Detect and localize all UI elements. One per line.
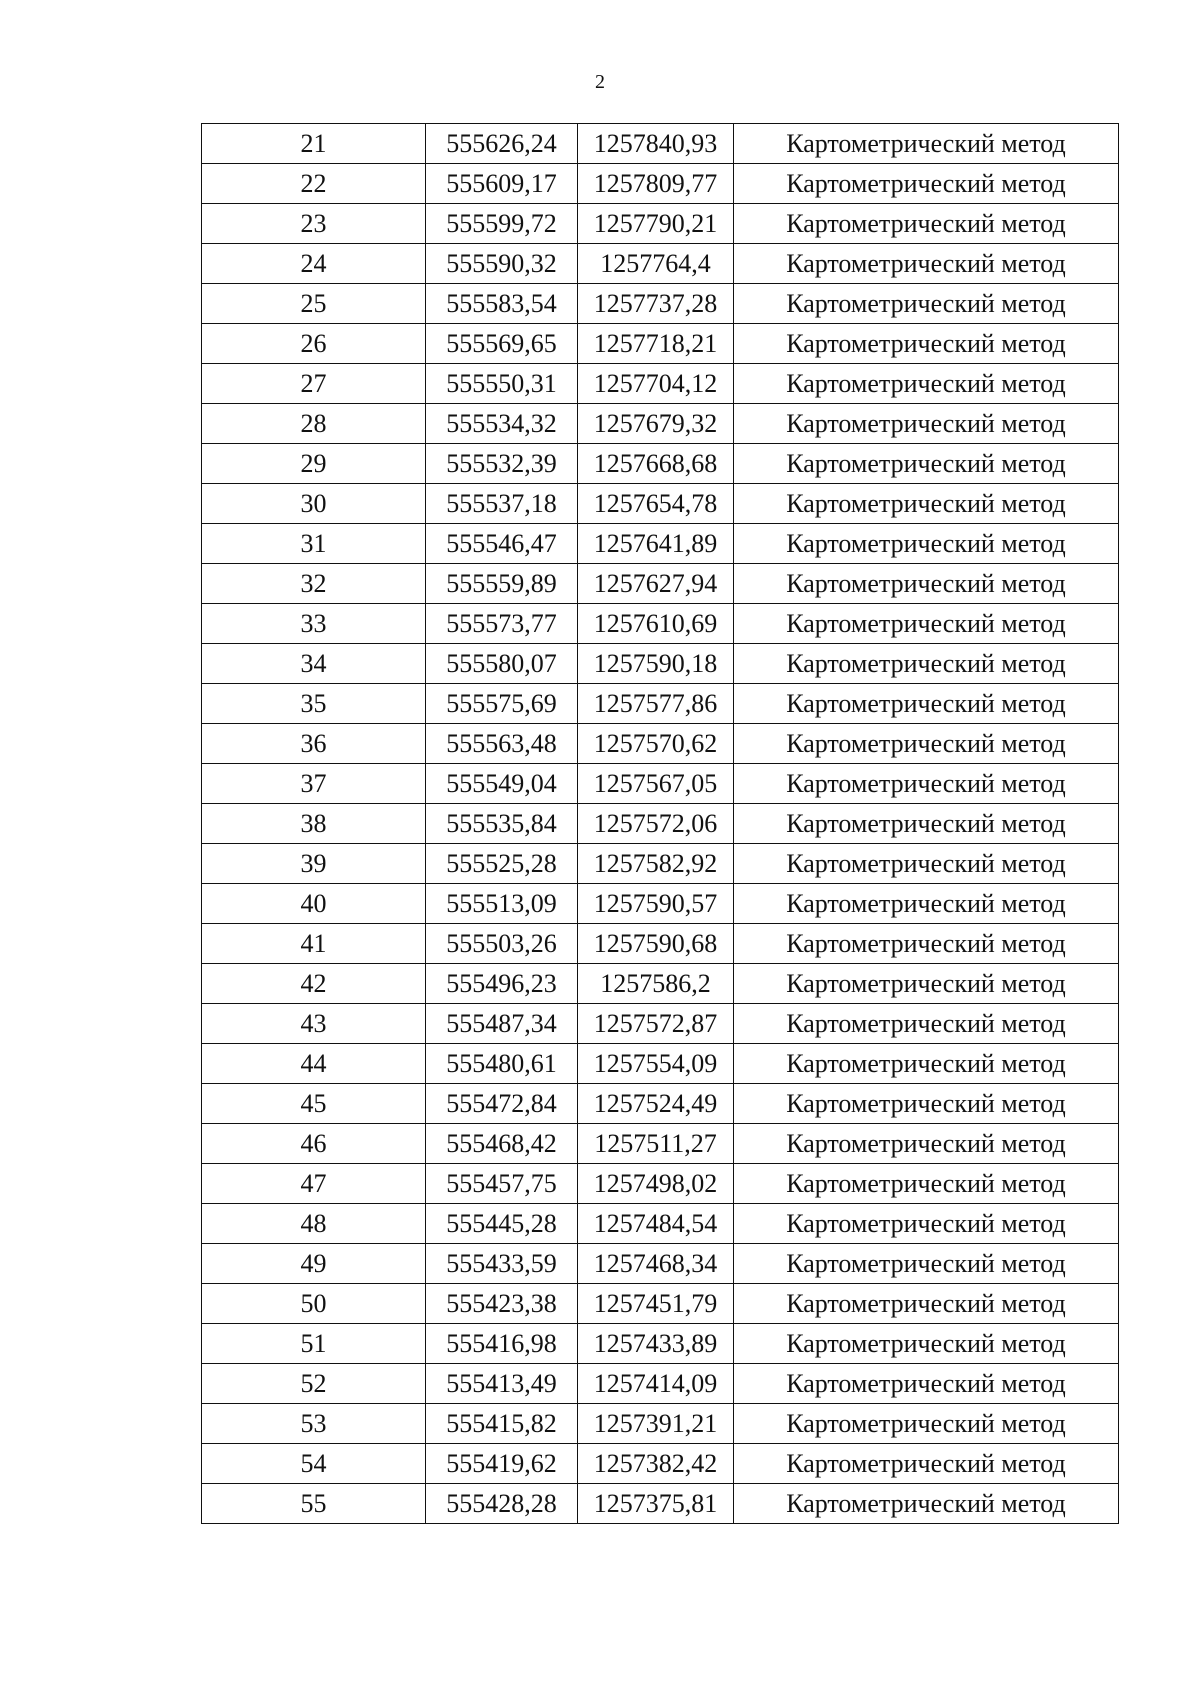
- y-coordinate-cell: 1257375,81: [578, 1484, 734, 1524]
- method-cell: Картометрический метод: [734, 1484, 1119, 1524]
- method-cell: Картометрический метод: [734, 924, 1119, 964]
- table-row: [202, 644, 1119, 684]
- table-row: [202, 404, 1119, 444]
- point-number-cell: 21: [202, 124, 426, 164]
- method-cell: Картометрический метод: [734, 1044, 1119, 1084]
- method-cell: Картометрический метод: [734, 1444, 1119, 1484]
- y-coordinate-cell: 1257433,89: [578, 1324, 734, 1364]
- method-cell: Картометрический метод: [734, 444, 1119, 484]
- x-coordinate-cell: 555559,89: [426, 564, 578, 604]
- point-number-cell: 41: [202, 924, 426, 964]
- x-coordinate-cell: 555563,48: [426, 724, 578, 764]
- point-number-cell: 32: [202, 564, 426, 604]
- point-number-cell: 42: [202, 964, 426, 1004]
- method-cell: Картометрический метод: [734, 724, 1119, 764]
- method-cell: Картометрический метод: [734, 164, 1119, 204]
- method-cell: Картометрический метод: [734, 404, 1119, 444]
- point-number-cell: 31: [202, 524, 426, 564]
- x-coordinate-cell: 555525,28: [426, 844, 578, 884]
- y-coordinate-cell: 1257610,69: [578, 604, 734, 644]
- x-coordinate-cell: 555496,23: [426, 964, 578, 1004]
- y-coordinate-cell: 1257382,42: [578, 1444, 734, 1484]
- x-coordinate-cell: 555416,98: [426, 1324, 578, 1364]
- table-row: [202, 604, 1119, 644]
- x-coordinate-cell: 555513,09: [426, 884, 578, 924]
- y-coordinate-cell: 1257704,12: [578, 364, 734, 404]
- method-cell: Картометрический метод: [734, 764, 1119, 804]
- point-number-cell: 30: [202, 484, 426, 524]
- table-row: [202, 684, 1119, 724]
- method-cell: Картометрический метод: [734, 1084, 1119, 1124]
- y-coordinate-cell: 1257498,02: [578, 1164, 734, 1204]
- method-cell: Картометрический метод: [734, 1164, 1119, 1204]
- x-coordinate-cell: 555415,82: [426, 1404, 578, 1444]
- point-number-cell: 55: [202, 1484, 426, 1524]
- y-coordinate-cell: 1257654,78: [578, 484, 734, 524]
- point-number-cell: 53: [202, 1404, 426, 1444]
- point-number-cell: 40: [202, 884, 426, 924]
- table-row: [202, 444, 1119, 484]
- point-number-cell: 46: [202, 1124, 426, 1164]
- y-coordinate-cell: 1257679,32: [578, 404, 734, 444]
- x-coordinate-cell: 555546,47: [426, 524, 578, 564]
- coordinates-table: [201, 123, 1119, 1524]
- method-cell: Картометрический метод: [734, 124, 1119, 164]
- x-coordinate-cell: 555413,49: [426, 1364, 578, 1404]
- point-number-cell: 54: [202, 1444, 426, 1484]
- y-coordinate-cell: 1257718,21: [578, 324, 734, 364]
- table-row: [202, 284, 1119, 324]
- x-coordinate-cell: 555472,84: [426, 1084, 578, 1124]
- table-row: [202, 1084, 1119, 1124]
- table-row: [202, 964, 1119, 1004]
- point-number-cell: 38: [202, 804, 426, 844]
- x-coordinate-cell: 555599,72: [426, 204, 578, 244]
- y-coordinate-cell: 1257590,68: [578, 924, 734, 964]
- x-coordinate-cell: 555549,04: [426, 764, 578, 804]
- table-row: [202, 844, 1119, 884]
- table-row: [202, 1204, 1119, 1244]
- y-coordinate-cell: 1257511,27: [578, 1124, 734, 1164]
- point-number-cell: 52: [202, 1364, 426, 1404]
- table-row: [202, 484, 1119, 524]
- table-row: [202, 364, 1119, 404]
- table-row: [202, 244, 1119, 284]
- x-coordinate-cell: 555423,38: [426, 1284, 578, 1324]
- x-coordinate-cell: 555569,65: [426, 324, 578, 364]
- x-coordinate-cell: 555535,84: [426, 804, 578, 844]
- x-coordinate-cell: 555534,32: [426, 404, 578, 444]
- method-cell: Картометрический метод: [734, 1404, 1119, 1444]
- table-row: [202, 564, 1119, 604]
- point-number-cell: 33: [202, 604, 426, 644]
- x-coordinate-cell: 555487,34: [426, 1004, 578, 1044]
- x-coordinate-cell: 555580,07: [426, 644, 578, 684]
- x-coordinate-cell: 555433,59: [426, 1244, 578, 1284]
- y-coordinate-cell: 1257641,89: [578, 524, 734, 564]
- x-coordinate-cell: 555419,62: [426, 1444, 578, 1484]
- table-row: [202, 1004, 1119, 1044]
- point-number-cell: 43: [202, 1004, 426, 1044]
- table-row: [202, 1244, 1119, 1284]
- method-cell: Картометрический метод: [734, 1204, 1119, 1244]
- point-number-cell: 25: [202, 284, 426, 324]
- method-cell: Картометрический метод: [734, 564, 1119, 604]
- x-coordinate-cell: 555609,17: [426, 164, 578, 204]
- x-coordinate-cell: 555626,24: [426, 124, 578, 164]
- x-coordinate-cell: 555503,26: [426, 924, 578, 964]
- page-number: 2: [595, 71, 605, 93]
- y-coordinate-cell: 1257577,86: [578, 684, 734, 724]
- method-cell: Картометрический метод: [734, 644, 1119, 684]
- y-coordinate-cell: 1257572,06: [578, 804, 734, 844]
- x-coordinate-cell: 555537,18: [426, 484, 578, 524]
- table-row: [202, 204, 1119, 244]
- point-number-cell: 37: [202, 764, 426, 804]
- point-number-cell: 39: [202, 844, 426, 884]
- point-number-cell: 28: [202, 404, 426, 444]
- method-cell: Картометрический метод: [734, 884, 1119, 924]
- y-coordinate-cell: 1257572,87: [578, 1004, 734, 1044]
- y-coordinate-cell: 1257414,09: [578, 1364, 734, 1404]
- method-cell: Картометрический метод: [734, 1004, 1119, 1044]
- table-row: [202, 1324, 1119, 1364]
- x-coordinate-cell: 555445,28: [426, 1204, 578, 1244]
- coordinates-table-body: [202, 124, 1119, 1524]
- y-coordinate-cell: 1257391,21: [578, 1404, 734, 1444]
- point-number-cell: 36: [202, 724, 426, 764]
- y-coordinate-cell: 1257524,49: [578, 1084, 734, 1124]
- y-coordinate-cell: 1257484,54: [578, 1204, 734, 1244]
- x-coordinate-cell: 555457,75: [426, 1164, 578, 1204]
- table-row: [202, 1164, 1119, 1204]
- x-coordinate-cell: 555590,32: [426, 244, 578, 284]
- method-cell: Картометрический метод: [734, 244, 1119, 284]
- x-coordinate-cell: 555468,42: [426, 1124, 578, 1164]
- x-coordinate-cell: 555480,61: [426, 1044, 578, 1084]
- x-coordinate-cell: 555550,31: [426, 364, 578, 404]
- y-coordinate-cell: 1257570,62: [578, 724, 734, 764]
- method-cell: Картометрический метод: [734, 1364, 1119, 1404]
- x-coordinate-cell: 555428,28: [426, 1484, 578, 1524]
- y-coordinate-cell: 1257567,05: [578, 764, 734, 804]
- y-coordinate-cell: 1257809,77: [578, 164, 734, 204]
- method-cell: Картометрический метод: [734, 1324, 1119, 1364]
- y-coordinate-cell: 1257590,57: [578, 884, 734, 924]
- method-cell: Картометрический метод: [734, 604, 1119, 644]
- table-row: [202, 884, 1119, 924]
- point-number-cell: 27: [202, 364, 426, 404]
- y-coordinate-cell: 1257451,79: [578, 1284, 734, 1324]
- table-row: [202, 804, 1119, 844]
- table-row: [202, 1444, 1119, 1484]
- table-row: [202, 1484, 1119, 1524]
- point-number-cell: 47: [202, 1164, 426, 1204]
- table-row: [202, 524, 1119, 564]
- point-number-cell: 22: [202, 164, 426, 204]
- table-row: [202, 164, 1119, 204]
- x-coordinate-cell: 555573,77: [426, 604, 578, 644]
- point-number-cell: 49: [202, 1244, 426, 1284]
- point-number-cell: 50: [202, 1284, 426, 1324]
- y-coordinate-cell: 1257764,4: [578, 244, 734, 284]
- y-coordinate-cell: 1257582,92: [578, 844, 734, 884]
- y-coordinate-cell: 1257737,28: [578, 284, 734, 324]
- method-cell: Картометрический метод: [734, 964, 1119, 1004]
- x-coordinate-cell: 555532,39: [426, 444, 578, 484]
- method-cell: Картометрический метод: [734, 1244, 1119, 1284]
- point-number-cell: 29: [202, 444, 426, 484]
- x-coordinate-cell: 555575,69: [426, 684, 578, 724]
- table-row: [202, 1124, 1119, 1164]
- method-cell: Картометрический метод: [734, 1284, 1119, 1324]
- y-coordinate-cell: 1257668,68: [578, 444, 734, 484]
- y-coordinate-cell: 1257586,2: [578, 964, 734, 1004]
- method-cell: Картометрический метод: [734, 524, 1119, 564]
- table-row: [202, 1404, 1119, 1444]
- y-coordinate-cell: 1257840,93: [578, 124, 734, 164]
- table-row: [202, 1284, 1119, 1324]
- method-cell: Картометрический метод: [734, 324, 1119, 364]
- point-number-cell: 35: [202, 684, 426, 724]
- method-cell: Картометрический метод: [734, 284, 1119, 324]
- y-coordinate-cell: 1257790,21: [578, 204, 734, 244]
- method-cell: Картометрический метод: [734, 364, 1119, 404]
- method-cell: Картометрический метод: [734, 844, 1119, 884]
- table-row: [202, 764, 1119, 804]
- point-number-cell: 26: [202, 324, 426, 364]
- method-cell: Картометрический метод: [734, 1124, 1119, 1164]
- point-number-cell: 48: [202, 1204, 426, 1244]
- point-number-cell: 44: [202, 1044, 426, 1084]
- point-number-cell: 45: [202, 1084, 426, 1124]
- table-row: [202, 724, 1119, 764]
- table-row: [202, 1044, 1119, 1084]
- method-cell: Картометрический метод: [734, 804, 1119, 844]
- point-number-cell: 23: [202, 204, 426, 244]
- x-coordinate-cell: 555583,54: [426, 284, 578, 324]
- table-row: [202, 124, 1119, 164]
- y-coordinate-cell: 1257468,34: [578, 1244, 734, 1284]
- point-number-cell: 51: [202, 1324, 426, 1364]
- table-row: [202, 1364, 1119, 1404]
- method-cell: Картометрический метод: [734, 484, 1119, 524]
- method-cell: Картометрический метод: [734, 684, 1119, 724]
- y-coordinate-cell: 1257627,94: [578, 564, 734, 604]
- table-row: [202, 924, 1119, 964]
- point-number-cell: 24: [202, 244, 426, 284]
- y-coordinate-cell: 1257590,18: [578, 644, 734, 684]
- method-cell: Картометрический метод: [734, 204, 1119, 244]
- table-row: [202, 324, 1119, 364]
- y-coordinate-cell: 1257554,09: [578, 1044, 734, 1084]
- point-number-cell: 34: [202, 644, 426, 684]
